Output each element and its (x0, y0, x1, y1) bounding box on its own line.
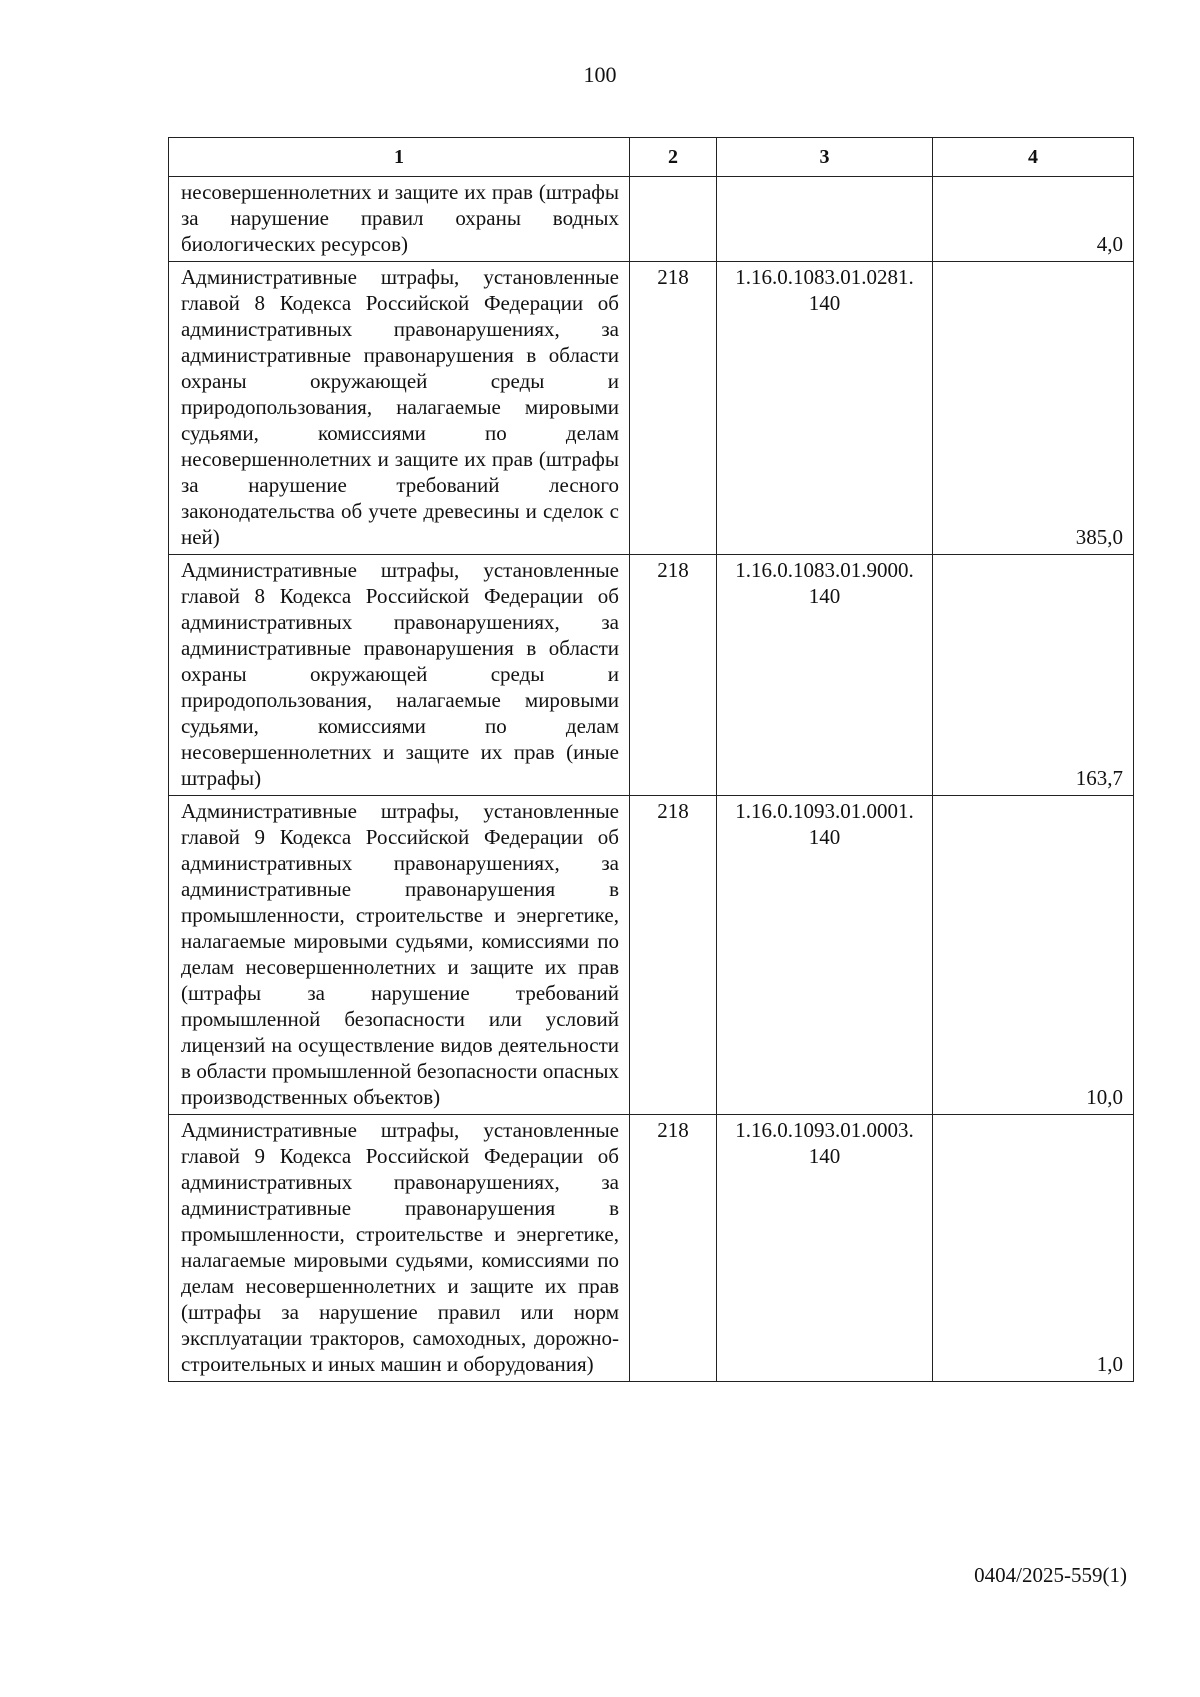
row-revenue-code (717, 177, 933, 262)
row-revenue-code: 1.16.0.1093.01.0003. 140 (717, 1115, 933, 1382)
row-admin-code: 218 (630, 1115, 717, 1382)
page-number: 100 (583, 62, 617, 87)
row-revenue-code: 1.16.0.1083.01.0281. 140 (717, 262, 933, 555)
row-description: Административные штрафы, установленные главой 9 Кодекса Российской Федерации об административных правонарушениях, за административные правонарушения в промышленности, строительстве и энергетике, налагаемые мировыми судьями, комиссиями по делам несовершеннолетних и защите их прав (штрафы за нарушение требований промышленной безопасности или условий лицензий на осуществление видов деятельности в области промышленной безопасности опасных производственных объектов) (169, 796, 630, 1115)
column-header-2: 2 (630, 138, 717, 177)
row-description: несовершеннолетних и защите их прав (штрафы за нарушение правил охраны водных биологических ресурсов) (169, 177, 630, 262)
row-description: Административные штрафы, установленные главой 8 Кодекса Российской Федерации об административных правонарушениях, за административные правонарушения в области охраны окружающей среды и природопользования, налагаемые мировыми судьями, комиссиями по делам несовершеннолетних и защите их прав (иные штрафы) (169, 555, 630, 796)
row-amount: 1,0 (933, 1115, 1134, 1382)
row-revenue-code: 1.16.0.1083.01.9000. 140 (717, 555, 933, 796)
row-amount: 385,0 (933, 262, 1134, 555)
document-registration-code: 0404/2025-559(1) (974, 1563, 1127, 1587)
row-description: Административные штрафы, установленные главой 8 Кодекса Российской Федерации об административных правонарушениях, за административные правонарушения в области охраны окружающей среды и природопользования, налагаемые мировыми судьями, комиссиями по делам несовершеннолетних и защите их прав (штрафы за нарушение требований лесного законодательства об учете древесины и сделок с ней) (169, 262, 630, 555)
row-amount: 10,0 (933, 796, 1134, 1115)
table-row (169, 262, 1134, 555)
table-row (169, 177, 1134, 262)
row-admin-code: 218 (630, 796, 717, 1115)
row-amount: 4,0 (933, 177, 1134, 262)
table-row (169, 1115, 1134, 1382)
row-admin-code: 218 (630, 262, 717, 555)
column-header-3: 3 (717, 138, 933, 177)
row-revenue-code: 1.16.0.1093.01.0001. 140 (717, 796, 933, 1115)
column-header-4: 4 (933, 138, 1134, 177)
column-header-1: 1 (169, 138, 630, 177)
row-admin-code (630, 177, 717, 262)
row-description: Административные штрафы, установленные главой 9 Кодекса Российской Федерации об административных правонарушениях, за административные правонарушения в промышленности, строительстве и энергетике, налагаемые мировыми судьями, комиссиями по делам несовершеннолетних и защите их прав (штрафы за нарушение правил или норм эксплуатации тракторов, самоходных, дорожно-строительных и иных машин и оборудования) (169, 1115, 630, 1382)
table-header-row (169, 138, 1134, 177)
row-amount: 163,7 (933, 555, 1134, 796)
table-row (169, 555, 1134, 796)
row-admin-code: 218 (630, 555, 717, 796)
table-row (169, 796, 1134, 1115)
budget-table (168, 137, 1134, 1382)
